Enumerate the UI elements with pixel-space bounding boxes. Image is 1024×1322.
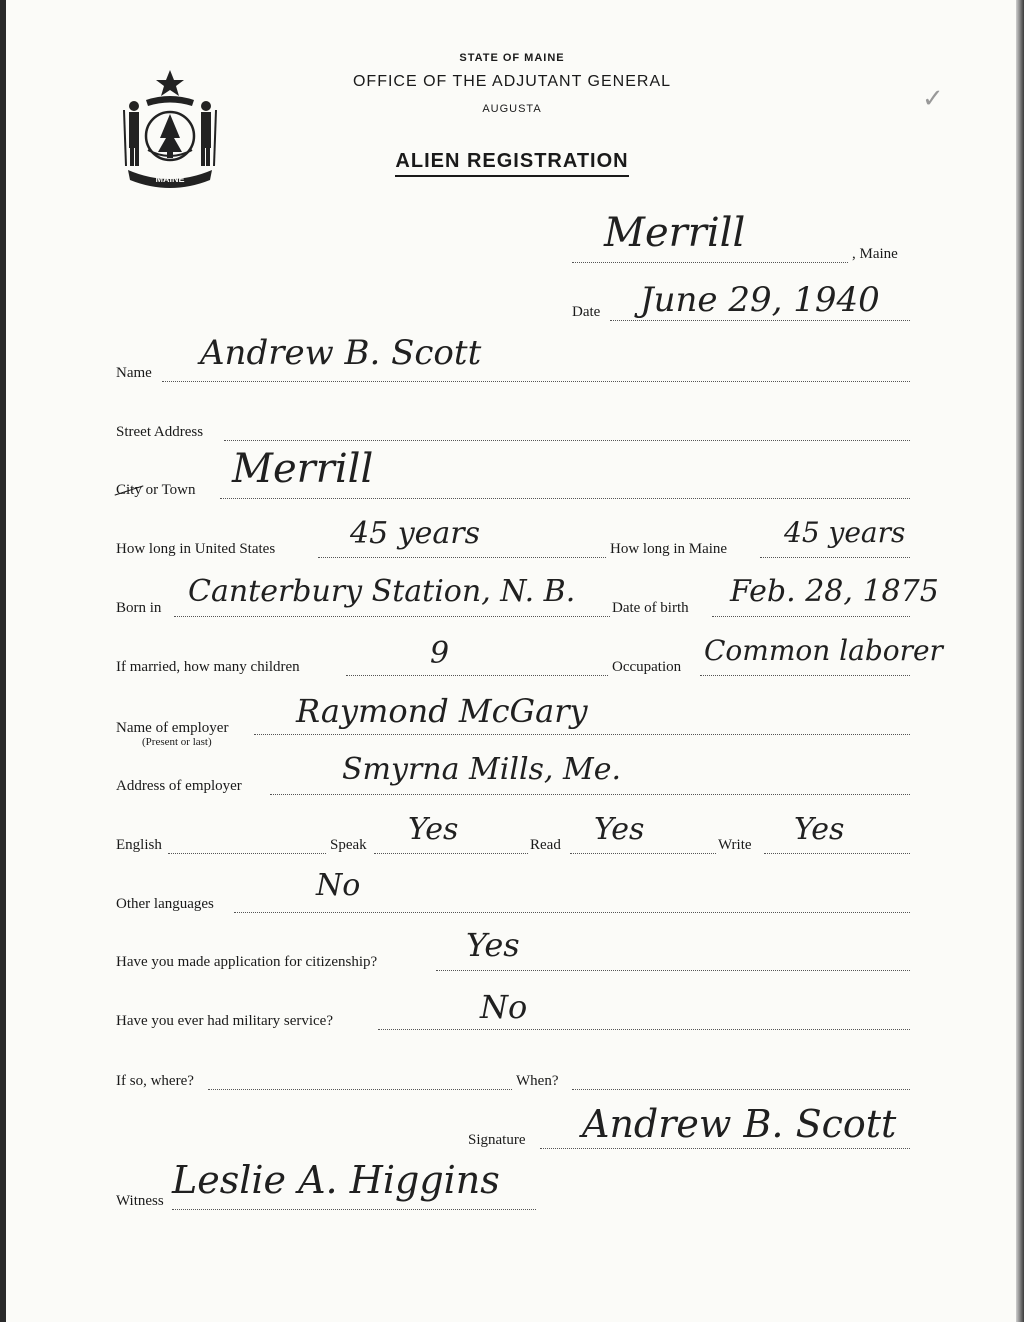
seal-banner-text: MAINE (155, 174, 185, 184)
city-struck-text: City (116, 482, 142, 498)
town-line (572, 262, 848, 263)
form-title (0, 150, 1024, 173)
how-long-maine-label: How long in Maine (610, 541, 728, 557)
citizenship-value: Yes (466, 926, 520, 964)
name-label: Name (116, 365, 152, 381)
signature-line (540, 1148, 910, 1149)
street-address-label: Street Address (116, 424, 204, 440)
english-label: English (116, 837, 162, 853)
where-line (208, 1089, 512, 1090)
date-label: Date (572, 304, 601, 320)
born-in-value: Canterbury Station, N. B. (188, 574, 576, 609)
other-languages-value: No (316, 868, 361, 903)
header-state: STATE OF MAINE (459, 52, 565, 64)
write-value: Yes (794, 812, 845, 847)
employer-value: Raymond McGary (296, 692, 588, 730)
witness-label: Witness (116, 1193, 164, 1209)
maine-label: , Maine (852, 246, 898, 262)
name-line (162, 381, 910, 382)
date-value: June 29, 1940 (640, 280, 880, 320)
street-address-line (224, 440, 910, 441)
how-long-maine-line (760, 557, 910, 558)
signature-label: Signature (468, 1132, 526, 1148)
employer-address-line (270, 794, 910, 795)
when-label: When? (516, 1073, 559, 1089)
city-or-text: or Town (141, 482, 196, 498)
how-long-us-label: How long in United States (116, 541, 276, 557)
header-city: AUGUSTA (482, 103, 542, 115)
when-line (572, 1089, 910, 1090)
read-line (570, 853, 716, 854)
header-office: OFFICE OF THE ADJUTANT GENERAL (352, 73, 672, 90)
military-line (378, 1029, 910, 1030)
employer-line (254, 734, 910, 735)
occupation-label: Occupation (612, 659, 682, 675)
employer-address-label: Address of employer (116, 778, 242, 794)
date-of-birth-value: Feb. 28, 1875 (730, 574, 939, 609)
speak-label: Speak (330, 837, 367, 853)
children-label: If married, how many children (116, 659, 300, 675)
children-line (346, 675, 608, 676)
city-or-town-value: Merrill (232, 446, 374, 492)
born-in-line (174, 616, 610, 617)
witness-value: Leslie A. Higgins (172, 1158, 500, 1202)
citizenship-line (436, 970, 910, 971)
employer-sublabel: (Present or last) (142, 736, 212, 748)
read-value: Yes (594, 812, 645, 847)
speak-line (374, 853, 528, 854)
occupation-value: Common laborer (704, 634, 943, 667)
how-long-maine-value: 45 years (784, 516, 906, 549)
scan-edge-right (1016, 0, 1024, 1322)
speak-value: Yes (408, 812, 459, 847)
employer-label: Name of employer (116, 720, 229, 736)
form-title-text: ALIEN REGISTRATION (395, 150, 628, 177)
read-label: Read (530, 837, 561, 853)
children-value: 9 (430, 636, 450, 671)
military-label: Have you ever had military service? (116, 1013, 333, 1029)
other-languages-label: Other languages (116, 896, 214, 912)
if-so-where-label: If so, where? (116, 1073, 194, 1089)
date-of-birth-line (712, 616, 910, 617)
signature-value: Andrew B. Scott (582, 1102, 897, 1146)
born-in-label: Born in (116, 600, 162, 616)
witness-line (172, 1209, 536, 1210)
name-value: Andrew B. Scott (200, 333, 482, 373)
scan-edge-left (0, 0, 6, 1322)
military-value: No (480, 988, 528, 1026)
other-languages-line (234, 912, 910, 913)
how-long-us-value: 45 years (350, 516, 481, 551)
occupation-line (700, 675, 910, 676)
city-or-town-line (220, 498, 910, 499)
how-long-us-line (318, 557, 606, 558)
english-line (168, 853, 326, 854)
city-or-town-label (116, 482, 196, 499)
employer-address-value: Smyrna Mills, Me. (342, 752, 622, 787)
citizenship-label: Have you made application for citizenship? (116, 954, 378, 970)
check-mark-icon: ✓ (922, 84, 944, 114)
write-label: Write (718, 837, 752, 853)
date-of-birth-label: Date of birth (612, 600, 689, 616)
date-line (610, 320, 910, 321)
write-line (764, 853, 910, 854)
town-value: Merrill (604, 210, 746, 256)
